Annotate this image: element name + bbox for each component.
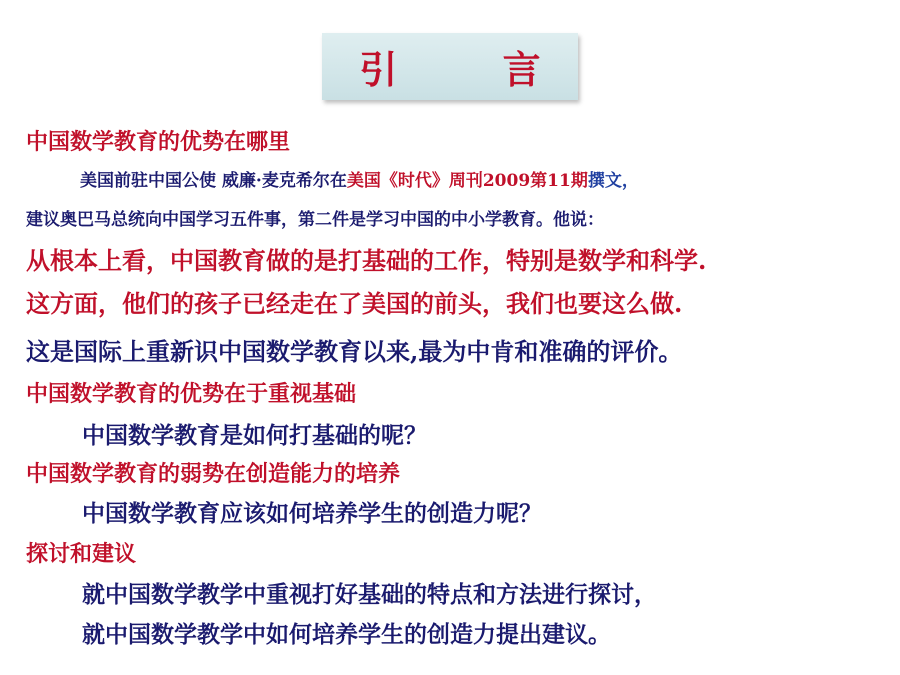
quote-context-line: 建议奥巴马总统向中国学习五件事，第二件是学习中国的中小学教育。他说： (26, 210, 604, 230)
heading-advantage-where: 中国数学教育的优势在哪里 (26, 129, 291, 155)
page-title: 引 言 (359, 48, 587, 92)
quote-intro-part1: 美国前驻中国公使 威廉·麦克希尔在 (80, 171, 347, 191)
quote-red-line-1: 从根本上看，中国教育做的是打基础的工作，特别是数学和科学. (26, 246, 707, 275)
title-box (322, 33, 587, 100)
quote-intro-part3: 撰文， (587, 171, 639, 191)
sub-how-basics: 中国数学教育是如何打基础的呢？ (82, 422, 427, 449)
quote-intro-line (80, 166, 639, 191)
heading-discussion: 探讨和建议 (26, 541, 137, 567)
quote-intro-source: 美国《时代》周刊2009第11期 (346, 171, 588, 191)
heading-weakness-creativity: 中国数学教育的弱势在创造能力的培养 (26, 461, 401, 487)
sub-how-creativity: 中国数学教育应该如何培养学生的创造力呢？ (82, 500, 542, 527)
evaluation-comment: 这是国际上重新识中国数学教育以来,最为中肯和准确的评价。 (26, 337, 683, 366)
quote-red-line-2: 这方面，他们的孩子已经走在了美国的前头，我们也要这么做. (26, 289, 683, 318)
sub-suggest-creativity: 就中国数学教学中如何培养学生的创造力提出建议。 (82, 621, 611, 648)
heading-advantage-basics: 中国数学教育的优势在于重视基础 (26, 381, 357, 407)
sub-discuss-basics: 就中国数学教学中重视打好基础的特点和方法进行探讨， (82, 581, 657, 608)
